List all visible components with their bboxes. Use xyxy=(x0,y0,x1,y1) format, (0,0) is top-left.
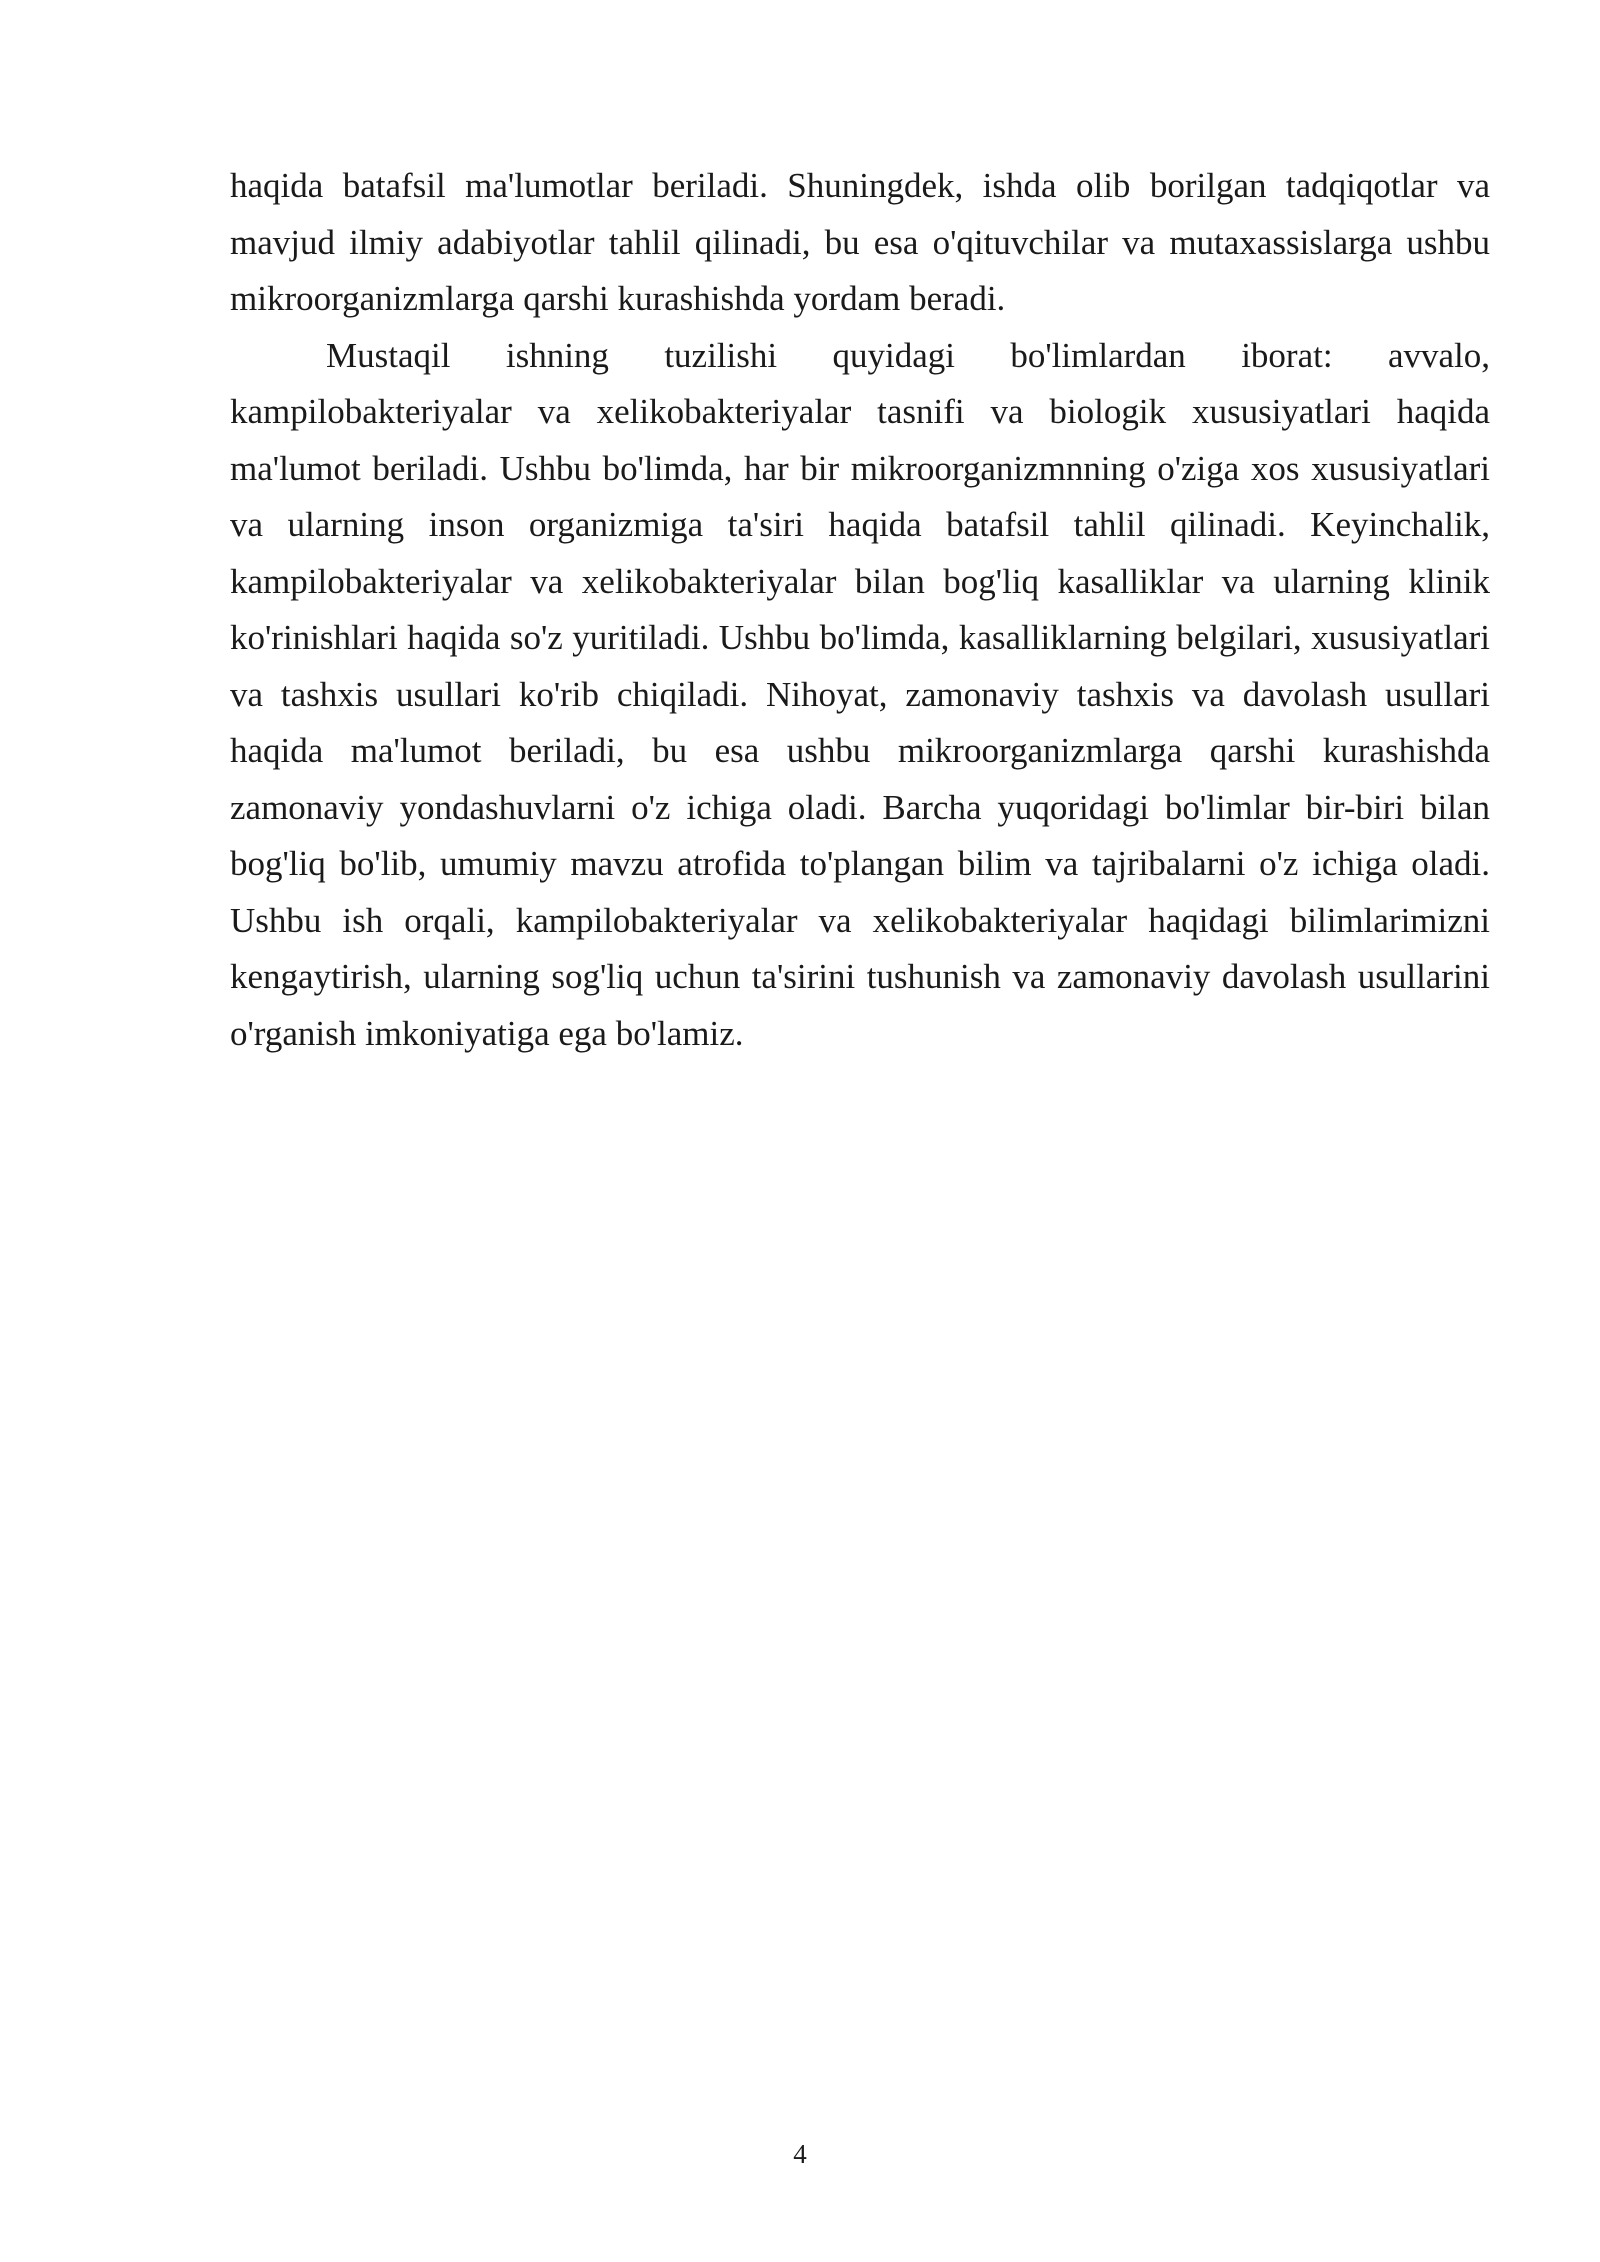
paragraph-continuation: haqida batafsil ma'lumotlar beriladi. Shuningdek, ishda olib borilgan tadqiqotlar va mavjud ilmiy adabiyotlar tahlil qilinadi, bu esa o'qituvchilar va mutaxassislarga ushbu mikroorganizmlarga qarshi kurashishda yordam beradi. xyxy=(230,166,1490,318)
page-number: 4 xyxy=(793,2139,807,2169)
body-text xyxy=(230,158,1490,1062)
paragraph-structure: Mustaqil ishning tuzilishi quyidagi bo'limlardan iborat: avvalo, kampilobakteriyalar va xelikobakteriyalar tasnifi va biologik xususiyatlari haqida ma'lumot beriladi. Ushbu bo'limda, har bir mikroorganizmnning o'ziga xos xususiyatlari va ularning inson organizmiga ta'siri haqida batafsil tahlil qilinadi. Keyinchalik, kampilobakteriyalar va xelikobakteriyalar bilan bog'liq kasalliklar va ularning klinik ko'rinishlari haqida so'z yuritiladi. Ushbu bo'limda, kasalliklarning belgilari, xususiyatlari va tashxis usullari ko'rib chiqiladi. Nihoyat, zamonaviy tashxis va davolash usullari haqida ma'lumot beriladi, bu esa ushbu mikroorganizmlarga qarshi kurashishda zamonaviy yondashuvlarni o'z ichiga oladi. Barcha yuqoridagi bo'limlar bir-biri bilan bog'liq bo'lib, umumiy mavzu atrofida to'plangan bilim va tajribalarni o'z ichiga oladi. Ushbu ish orqali, kampilobakteriyalar va xelikobakteriyalar haqidagi bilimlarimizni kengaytirish, ularning sog'liq uchun ta'sirini tushunish va zamonaviy davolash usullarini o'rganish imkoniyatiga ega bo'lamiz. xyxy=(230,335,1490,1053)
